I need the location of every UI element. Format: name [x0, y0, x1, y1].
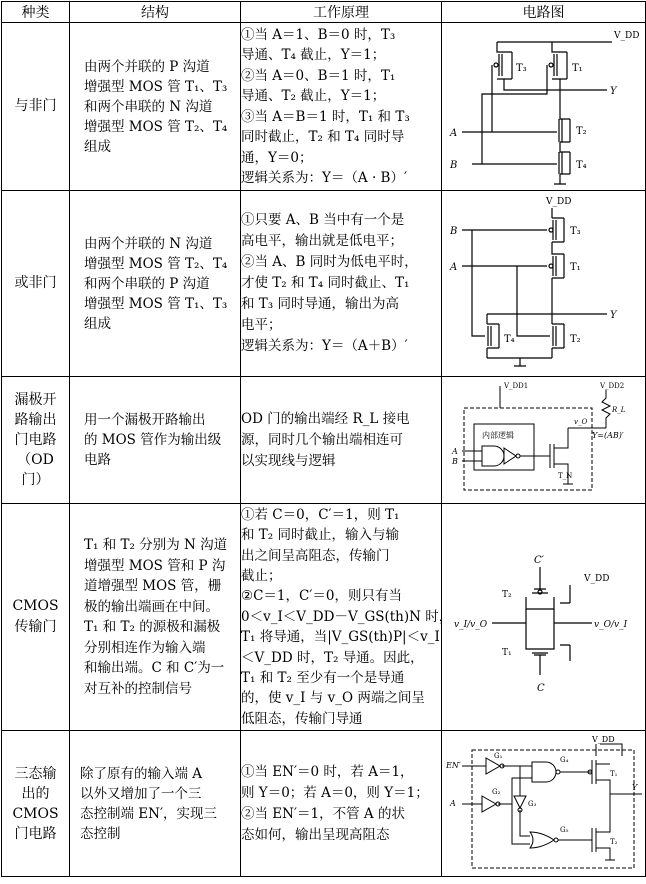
principle-cell — [241, 377, 442, 504]
principle-line: 态如何，输出呈现高阻态 — [241, 826, 390, 843]
principle-line: T₁ 和 T₂ 至少有一个是导通 — [241, 670, 405, 687]
circuit-cell — [442, 377, 646, 504]
structure-line: 极的输出端画在中间。 — [84, 598, 219, 615]
principle-cell — [241, 23, 442, 191]
t3-label: T₃ — [516, 62, 527, 74]
structure-line: 态控制端 EN′，实现三 — [80, 805, 218, 822]
t2-label: T₂ — [610, 837, 618, 846]
tri-state-circuit-diagram — [442, 732, 646, 876]
vdd-label: V_DD — [584, 573, 610, 584]
principle-line: 导通、T₂ 截止，Y＝1； — [241, 88, 386, 104]
structure-line: 对互补的控制信号 — [84, 680, 192, 697]
vdd-label: V_DD — [592, 734, 615, 744]
table-row-od-gate — [2, 377, 646, 504]
structure-line: 除了原有的输入端 A — [80, 765, 203, 782]
header-circuit: 电路图 — [442, 2, 646, 23]
type-line: 漏极开 — [14, 392, 57, 408]
input-label: v_I/v_O — [454, 619, 488, 630]
structure-line: 的 MOS 管作为输出级 — [84, 432, 222, 448]
b-label: B — [450, 225, 458, 237]
structure-line: 分别相连作为输入端 — [84, 639, 206, 656]
type-line: 门） — [21, 472, 50, 488]
principle-line: 高电平，输出就是低电平； — [241, 233, 403, 249]
principle-line: ②C＝1，C′＝0，则只有当 — [241, 588, 403, 605]
structure-cell — [70, 377, 241, 504]
principle-line: 以实现线与逻辑 — [241, 452, 336, 469]
type-line: 传输门 — [14, 619, 57, 635]
principle-line: ①只要 A、B 当中有一个是 — [241, 212, 405, 228]
principle-line: 则 Y＝0；若 A＝0，则 Y＝1； — [241, 784, 429, 801]
principle-line: ②当 EN′＝1，不管 A 的状 — [241, 805, 405, 822]
y-label: Y — [632, 782, 638, 792]
type-line: 三态输 — [14, 765, 57, 782]
g2-label: G₂ — [492, 787, 501, 796]
table-row-tri-state — [2, 731, 646, 877]
y-label: Y — [610, 85, 617, 97]
table-row-nand — [2, 23, 646, 191]
structure-line: 态控制 — [80, 825, 121, 842]
type-line: （OD — [17, 452, 54, 468]
tn-label: T_N — [558, 471, 573, 480]
c-label: C — [537, 682, 545, 694]
principle-line: 导通、T₄ 截止，Y＝1； — [241, 47, 386, 63]
g4-label: G₄ — [560, 755, 569, 764]
nand-circuit-diagram — [442, 24, 646, 190]
a-label: A — [450, 798, 456, 808]
od-gate-circuit-diagram — [442, 378, 646, 503]
a-label: A — [450, 127, 458, 139]
structure-cell — [70, 504, 241, 731]
type-cell — [2, 23, 70, 191]
y-label: Y=(AB)′ — [592, 430, 624, 440]
structure-line: 电路 — [84, 452, 111, 468]
type-cell — [2, 504, 70, 731]
output-label: v_O/v_I — [594, 619, 628, 630]
principle-line: ②当 A＝0、B＝1 时，T₁ — [241, 67, 396, 84]
structure-line: 增强型 MOS 管 T₁、T₃ — [84, 295, 228, 312]
principle-line: ＜V_DD 时，T₂ 导通。因此， — [241, 649, 424, 666]
principle-line: T₁ 将导通，当|V_GS(th)P|＜v_I — [241, 629, 440, 646]
vdd-label: V_DD — [614, 30, 640, 41]
t3-label: T₃ — [570, 225, 581, 237]
structure-line: 增强型 MOS 管和 P 沟 — [84, 557, 226, 574]
principle-cell — [241, 504, 453, 731]
structure-line: 组成 — [84, 138, 111, 155]
nor-circuit-diagram — [442, 192, 646, 376]
structure-line: 和两个串联的 P 沟道 — [84, 275, 210, 292]
principle-line: 的，使 v_I 与 v_O 两端之间呈 — [241, 690, 425, 707]
t2-label: T₂ — [570, 333, 581, 345]
structure-line: 增强型 MOS 管 T₁、T₃ — [84, 78, 228, 95]
type-cell — [2, 731, 70, 877]
type-line: 门电路 — [14, 825, 57, 842]
header-structure: 结构 — [70, 2, 241, 23]
principle-cell — [241, 191, 442, 377]
principle-line: 才使 T₂ 和 T₄ 同时截止、T₁ — [241, 275, 410, 291]
header-row — [2, 2, 646, 23]
principle-cell — [241, 731, 442, 877]
principle-line: ②当 A、B 同时为低电平时， — [241, 254, 418, 270]
structure-cell — [70, 23, 241, 191]
type-line: CMOS — [12, 805, 59, 822]
g3-label: G₃ — [528, 799, 537, 808]
type-line: 路输出 — [14, 412, 57, 428]
principle-line: 通，Y＝0； — [241, 149, 313, 166]
principle-line: ①若 C＝0，C′＝1，则 T₁ — [241, 506, 400, 523]
principle-line: 源，同时几个输出端相连可 — [241, 431, 403, 448]
vdd-label: V_DD — [546, 196, 572, 207]
type-line: 或非门 — [14, 275, 57, 291]
transmission-gate-circuit-diagram — [442, 505, 646, 730]
structure-cell — [70, 731, 241, 877]
vo-label: v_O — [574, 417, 588, 426]
structure-line: T₁ 和 T₂ 分别为 N 沟道 — [84, 537, 228, 553]
type-line: 门电路 — [14, 432, 57, 448]
circuit-cell — [442, 191, 646, 377]
g1-label: G₁ — [494, 751, 503, 760]
principle-line: 截止； — [241, 567, 282, 584]
principle-line: ③当 A＝B＝1 时，T₁ 和 T₃ — [241, 108, 410, 125]
structure-line: 增强型 MOS 管 T₂、T₄ — [84, 118, 228, 135]
g5-label: G₅ — [560, 825, 569, 834]
circuit-cell — [442, 731, 646, 877]
t4-label: T₄ — [576, 159, 587, 171]
principle-line: 同时截止，T₂ 和 T₄ 同时导 — [241, 129, 405, 145]
type-line: CMOS — [12, 598, 59, 614]
principle-line: OD 门的输出端经 R_L 接电 — [241, 410, 410, 427]
rl-label: R_L — [612, 405, 626, 414]
internal-logic-label: 内部逻辑 — [482, 430, 514, 440]
en-label: EN′ — [446, 760, 461, 770]
principle-line: 低阻态，传输门导通 — [241, 710, 363, 727]
t1-label: T₁ — [502, 647, 512, 658]
a-label: A — [450, 261, 458, 273]
principle-line: 0＜v_I＜V_DD－V_GS(th)N 时， — [241, 608, 453, 625]
b-label: B — [450, 159, 458, 171]
principle-line: 逻辑关系为：Y＝（A＋B）′ — [241, 338, 408, 354]
type-line: 与非门 — [14, 98, 57, 114]
t1-label: T₁ — [572, 62, 583, 74]
t2-label: T₂ — [502, 589, 512, 600]
structure-cell — [70, 191, 241, 377]
table-row-cmos-transmission-gate — [2, 504, 646, 731]
structure-line: 以外又增加了一个三 — [80, 785, 202, 802]
vdd2-label: V_DD2 — [600, 381, 625, 390]
type-cell — [2, 377, 70, 504]
y-label: Y — [610, 309, 617, 321]
vdd1-label: V_DD1 — [504, 381, 529, 390]
type-cell — [2, 191, 70, 377]
structure-line: 组成 — [84, 315, 111, 332]
principle-line: 出之间呈高阻态，传输门 — [241, 547, 390, 564]
t1-label: T₁ — [570, 261, 581, 273]
header-type: 种类 — [2, 2, 70, 23]
type-line: 出的 — [21, 785, 50, 802]
structure-line: T₁ 和 T₂ 的源极和漏极 — [84, 619, 221, 635]
structure-line: 由两个并联的 P 沟道 — [84, 58, 210, 75]
principle-line: ①当 EN′＝0 时，若 A＝1， — [241, 763, 414, 780]
structure-line: 由两个并联的 N 沟道 — [84, 235, 213, 252]
principle-line: 和 T₃ 同时导通，输出为高 — [241, 296, 399, 312]
structure-line: 道增强型 MOS 管，栅 — [84, 578, 222, 594]
structure-line: 用一个漏极开路输出 — [84, 412, 206, 428]
structure-line: 和输出端。C 和 C′为一 — [84, 660, 225, 676]
principle-line: 电平； — [241, 317, 282, 333]
t2-label: T₂ — [576, 125, 587, 137]
c-bar-label: C′ — [534, 554, 544, 566]
t4-label: T₄ — [504, 333, 515, 345]
principle-line: 逻辑关系为：Y＝（A · B）′ — [241, 170, 408, 186]
t1-label: T₁ — [610, 769, 618, 778]
structure-line: 和两个串联的 N 沟道 — [84, 98, 213, 115]
table-row-nor — [2, 191, 646, 377]
principle-line: ①当 A＝1、B＝0 时，T₃ — [241, 26, 396, 43]
circuit-cell — [442, 23, 646, 191]
header-principle: 工作原理 — [241, 2, 442, 23]
circuit-cell — [442, 504, 646, 731]
b-label: B — [452, 456, 458, 466]
structure-line: 增强型 MOS 管 T₂、T₄ — [84, 255, 228, 272]
a-label: A — [452, 446, 458, 456]
principle-line: 和 T₂ 同时截止，输入与输 — [241, 527, 399, 544]
logic-gate-table — [1, 1, 646, 877]
